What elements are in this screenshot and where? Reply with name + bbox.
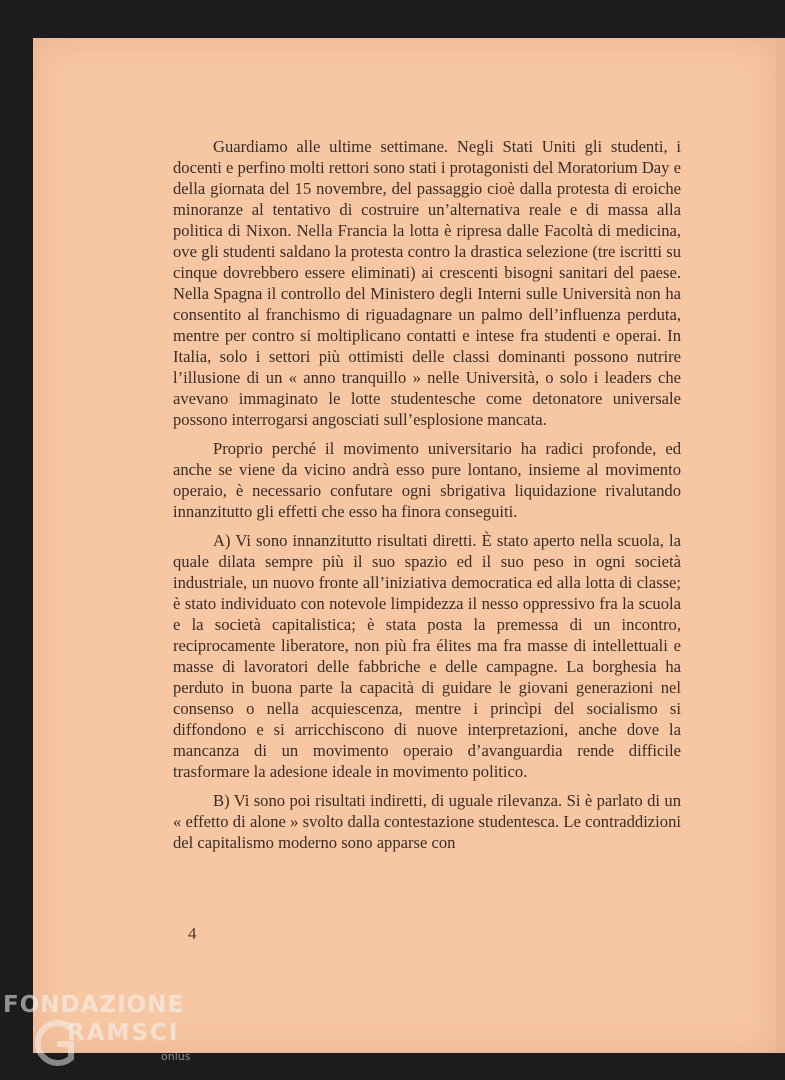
page-number: 4 [188,924,197,943]
watermark-line-1: FONDAZIONE [3,992,185,1018]
fondazione-gramsci-watermark [3,990,203,1080]
paragraph-2: Proprio perché il movimento universitario ha radici profonde, ed anche se viene da vicino andrà esso pure lontano, insieme al movimento operaio, è necessario confutare ogni sbrigativa liquidazione rivalutando innanzitutto gli effetti che esso ha finora conseguiti. [173,439,681,521]
paragraph-4: B) Vi sono poi risultati indiretti, di uguale rilevanza. Si è parlato di un « effetto di alone » svolto dalla contestazione studentesca. Le contraddizioni del capitalismo moderno sono apparse con [173,791,681,852]
paragraph-3: A) Vi sono innanzitutto risultati diretti. È stato aperto nella scuola, la quale dilata sempre più il suo spazio ed il suo peso in ogni società industriale, un nuovo fronte all’iniziativa democratica ed alla lotta di classe; è stato individuato con notevole limpidezza il nesso oppressivo fra la scuola e la società capitalistica; è stata posta la premessa di un incontro, reciprocamente liberatore, non più fra élites ma fra masse di intellettuali e masse di lavoratori delle fabbriche e delle campagne. La borghesia ha perduto in buona parte la capacità di guidare le giovani generazioni nel consenso o nella acquiescenza, mentre i princìpi del socialismo si diffondono e si arricchiscono di nuove interpretazioni, anche dove la mancanza di un movimento operaio d’avanguardia rende difficile trasformare la adesione ideale in movimento politico. [173,531,681,781]
paragraph-1: Guardiamo alle ultime settimane. Negli Stati Uniti gli studenti, i docenti e perfino molti rettori sono stati i protagonisti del Moratorium Day e della giornata del 15 novembre, del passaggio cioè dalla protesta di eroiche minoranze al tentativo di costruire un’alternativa reale e di massa alla politica di Nixon. Nella Francia la lotta è ripresa dalle Facoltà di medicina, ove gli studenti saldano la protesta contro la drastica selezione (tre iscritti su cinque dovrebbero essere eliminati) ai crescenti bisogni sanitari del paese. Nella Spagna il controllo del Ministero degli Interni sulle Università non ha consentito al franchismo di riguadagnare un palmo dell’influenza perduta, mentre per contro si moltiplicano contatti e intese fra studenti e operai. In Italia, solo i settori più ottimisti delle classi dominanti possono nutrire l’illusione di un « anno tranquillo » nelle Università, o solo i leaders che avevano immaginato le lotte studentesche come detonatore universale possono interrogarsi angosciati sull’esplosione mancata. [173,137,681,429]
page-edge [776,38,785,1053]
body-text [173,136,681,853]
watermark-line-2: RAMSCI [67,1020,180,1046]
watermark-line-3: onlus [161,1050,191,1063]
